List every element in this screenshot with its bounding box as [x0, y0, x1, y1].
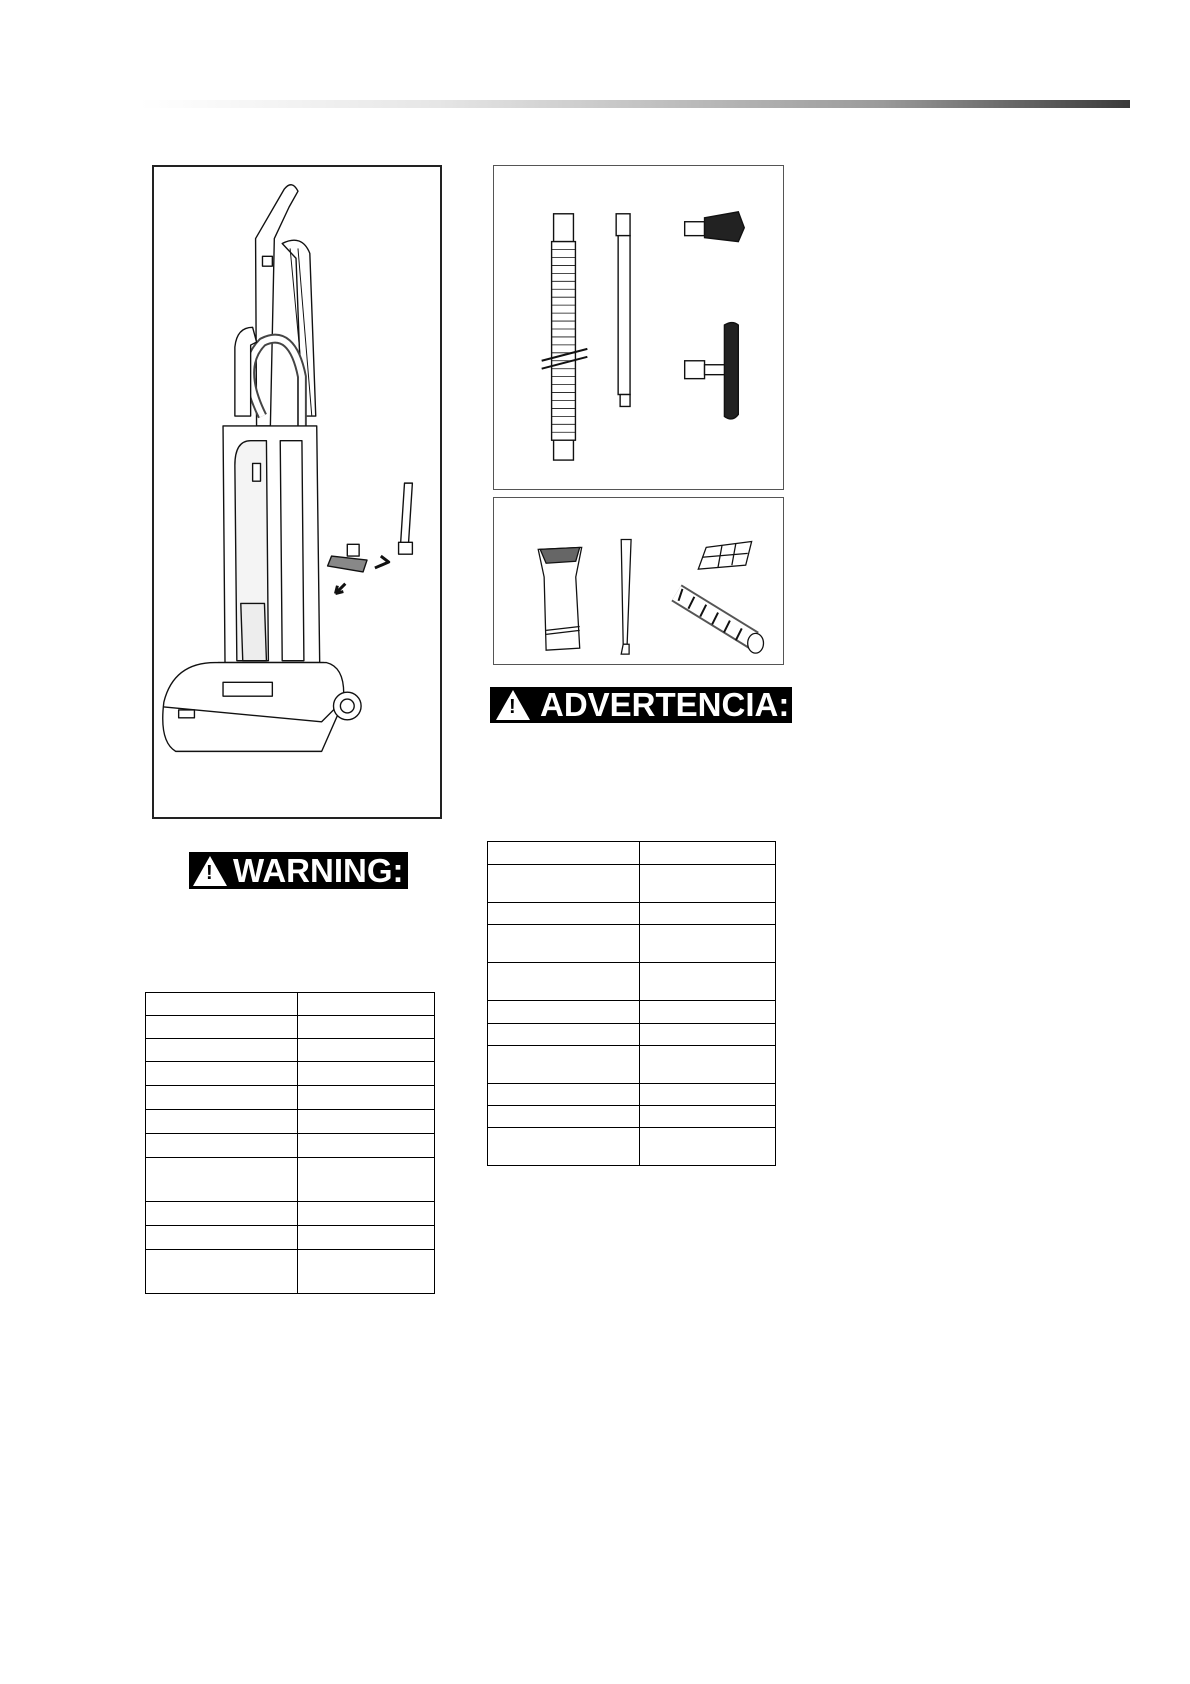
- table-cell: [488, 1024, 640, 1046]
- table-cell: [298, 1016, 435, 1039]
- table-cell: [146, 993, 298, 1016]
- table-cell: [146, 1110, 298, 1134]
- warning-label-es-text: ADVERTENCIA:: [540, 686, 790, 723]
- table-row: [488, 925, 776, 963]
- table-cell: [146, 1158, 298, 1202]
- table-row: [488, 1024, 776, 1046]
- table-row: [488, 963, 776, 1001]
- table-row: [488, 1106, 776, 1128]
- table-cell: [298, 1226, 435, 1250]
- table-cell: [640, 963, 776, 1001]
- vacuum-illustration: [154, 167, 440, 817]
- table-cell: [488, 963, 640, 1001]
- table-row: [146, 1226, 435, 1250]
- table-row: [146, 1039, 435, 1062]
- table-cell: [640, 1084, 776, 1106]
- table-row: [488, 1084, 776, 1106]
- table-row: [146, 1110, 435, 1134]
- table-cell: [298, 1202, 435, 1226]
- table-row: [488, 1001, 776, 1024]
- parts-illustration-panel: [493, 497, 784, 665]
- table-cell: [640, 1046, 776, 1084]
- table-row: [146, 993, 435, 1016]
- table-cell: [298, 1134, 435, 1158]
- table-row: [146, 1158, 435, 1202]
- table-cell: [146, 1039, 298, 1062]
- table-cell: [640, 865, 776, 903]
- header-gradient-bar: [140, 100, 1130, 108]
- table-cell: [488, 925, 640, 963]
- table-cell: [488, 1128, 640, 1166]
- table-row: [146, 1016, 435, 1039]
- warning-label-en-text: WARNING:: [233, 851, 404, 889]
- table-cell: [146, 1226, 298, 1250]
- table-cell: [298, 1158, 435, 1202]
- warning-triangle-icon: !: [193, 856, 227, 886]
- table-cell: [298, 1250, 435, 1294]
- vacuum-illustration-panel: [152, 165, 442, 819]
- table-cell: [488, 1106, 640, 1128]
- table-cell: [488, 842, 640, 865]
- table-cell: [488, 1001, 640, 1024]
- table-cell: [146, 1086, 298, 1110]
- table-cell: [146, 1250, 298, 1294]
- table-cell: [640, 925, 776, 963]
- accessories-illustration-panel: [493, 165, 784, 490]
- table-cell: [640, 903, 776, 925]
- warning-label-en: [189, 852, 408, 889]
- table-cell: [298, 1062, 435, 1086]
- warning-triangle-icon: !: [496, 690, 530, 720]
- table-cell: [146, 1134, 298, 1158]
- spec-table-es: [487, 841, 776, 1166]
- table-row: [488, 1046, 776, 1084]
- table-row: [488, 1128, 776, 1166]
- table-row: [146, 1250, 435, 1294]
- table-row: [146, 1086, 435, 1110]
- table-cell: [488, 1046, 640, 1084]
- table-cell: [146, 1202, 298, 1226]
- table-cell: [146, 1062, 298, 1086]
- table-cell: [298, 993, 435, 1016]
- accessories-illustration: [494, 166, 783, 489]
- table-row: [488, 842, 776, 865]
- table-cell: [640, 1106, 776, 1128]
- table-cell: [298, 1086, 435, 1110]
- table-cell: [488, 903, 640, 925]
- warning-label-es: [490, 687, 792, 723]
- table-row: [146, 1062, 435, 1086]
- table-row: [146, 1202, 435, 1226]
- table-cell: [488, 1084, 640, 1106]
- table-cell: [488, 865, 640, 903]
- table-cell: [640, 1128, 776, 1166]
- table-cell: [640, 1024, 776, 1046]
- table-cell: [298, 1110, 435, 1134]
- spec-table-en: [145, 992, 435, 1294]
- table-cell: [298, 1039, 435, 1062]
- table-row: [146, 1134, 435, 1158]
- table-cell: [640, 1001, 776, 1024]
- table-row: [488, 865, 776, 903]
- table-cell: [640, 842, 776, 865]
- parts-illustration: [494, 498, 783, 664]
- table-row: [488, 903, 776, 925]
- table-cell: [146, 1016, 298, 1039]
